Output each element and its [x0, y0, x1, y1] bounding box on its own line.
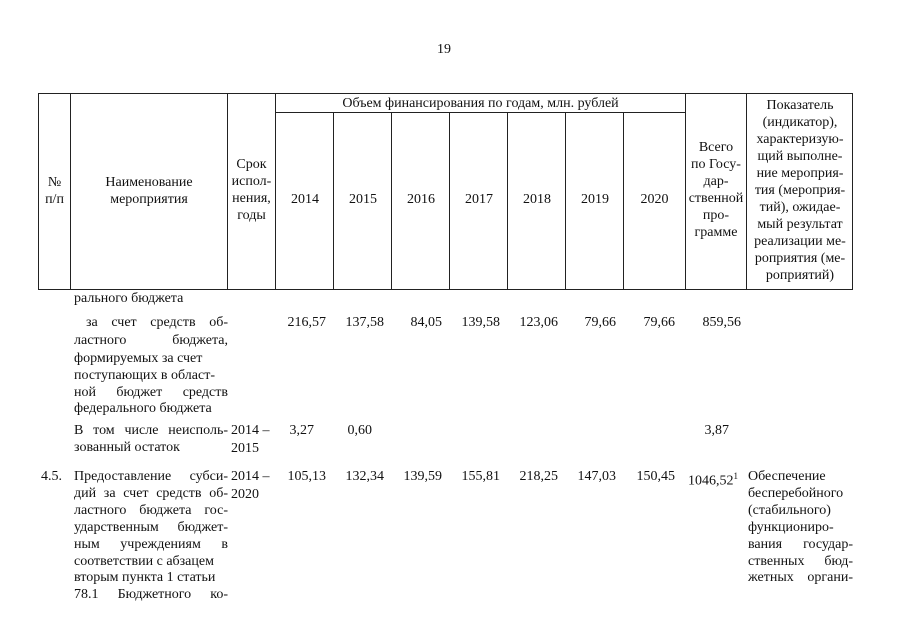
text-line: функциониро-	[748, 520, 834, 535]
value-2016: 139,59	[403, 469, 442, 484]
value-2019: 79,66	[584, 315, 616, 330]
text-line: соответствии с абзацем	[74, 554, 214, 569]
year-2020: 2020	[640, 192, 669, 207]
header-term: Срок испол- нения, годы	[231, 157, 272, 223]
header-total: Всего по Госу- дар- ственной про- грамме	[688, 140, 744, 240]
term-end: 2020	[231, 487, 259, 502]
continuation-text: рального бюджета	[74, 291, 184, 306]
footnote-mark: 1	[733, 471, 738, 481]
text-line: ным учреждениям в	[74, 537, 228, 552]
text-line: поступающих в област-	[74, 368, 216, 383]
year-2014: 2014	[291, 192, 319, 207]
text-line: В том числе неисполь-	[74, 423, 228, 438]
value-2018: 218,25	[519, 469, 558, 484]
text-line: бесперебойного	[748, 486, 844, 501]
text-line: 78.1 Бюджетного ко-	[74, 587, 228, 602]
year-2015: 2015	[349, 192, 377, 207]
value-2018: 123,06	[519, 315, 558, 330]
year-2018: 2018	[523, 192, 551, 207]
value-2017: 139,58	[461, 315, 500, 330]
text-line: ластного бюджета,	[74, 333, 228, 348]
value-2014: 105,13	[287, 469, 326, 484]
text-line: формируемых за счет	[74, 351, 203, 366]
value-2019: 147,03	[577, 469, 616, 484]
value-2020: 150,45	[636, 469, 675, 484]
value-total: 859,56	[702, 315, 741, 330]
header-indicator: Показатель (индикатор), характеризую- щий выполне- ние мероприя- тия (мероприя- тий), ожидае- мый результат реализации ме- роприятия (ме- роприятий)	[754, 98, 846, 283]
header-name: Наименование мероприятия	[105, 175, 193, 207]
term-start: 2014 –	[231, 469, 270, 484]
value-2014: 216,57	[287, 315, 326, 330]
term-start: 2014 –	[231, 423, 270, 438]
value-2020: 79,66	[643, 315, 675, 330]
value-2015: 0,60	[347, 423, 372, 438]
text-line: вания государ-	[748, 537, 853, 552]
text-line: ственных бюд-	[748, 554, 853, 569]
text-line: жетных органи-	[748, 570, 853, 585]
value-total	[688, 468, 738, 490]
text-line: дий за счет средств об-	[74, 486, 228, 501]
text-line: ластного бюджета гос-	[74, 503, 228, 518]
text-line: ударственным бюджет-	[74, 520, 228, 535]
value-2015: 132,34	[345, 469, 384, 484]
value-2014: 3,27	[289, 423, 314, 438]
page-number: 19	[437, 42, 451, 57]
table-header	[38, 93, 853, 290]
text-line: Предоставление субси-	[74, 469, 228, 484]
year-2019: 2019	[581, 192, 609, 207]
year-2016: 2016	[407, 192, 435, 207]
text-line: зованный остаток	[74, 440, 180, 455]
value-2015: 137,58	[345, 315, 384, 330]
value-total: 3,87	[704, 423, 729, 438]
term-end: 2015	[231, 441, 259, 456]
text-line: за счет средств об-	[86, 315, 228, 330]
total-value: 1046,52	[688, 473, 734, 489]
text-line: Обеспечение	[748, 469, 826, 484]
text-line: (стабильного)	[748, 503, 831, 518]
text-line: ной бюджет средств	[74, 385, 228, 400]
header-funding: Объем финансирования по годам, млн. рублей	[342, 96, 619, 111]
header-num: № п/п	[45, 175, 64, 207]
text-line: федерального бюджета	[74, 401, 212, 416]
year-2017: 2017	[465, 192, 493, 207]
value-2017: 155,81	[461, 469, 500, 484]
value-2016: 84,05	[410, 315, 442, 330]
text-line: вторым пункта 1 статьи	[74, 570, 216, 585]
item-number: 4.5.	[41, 469, 62, 484]
